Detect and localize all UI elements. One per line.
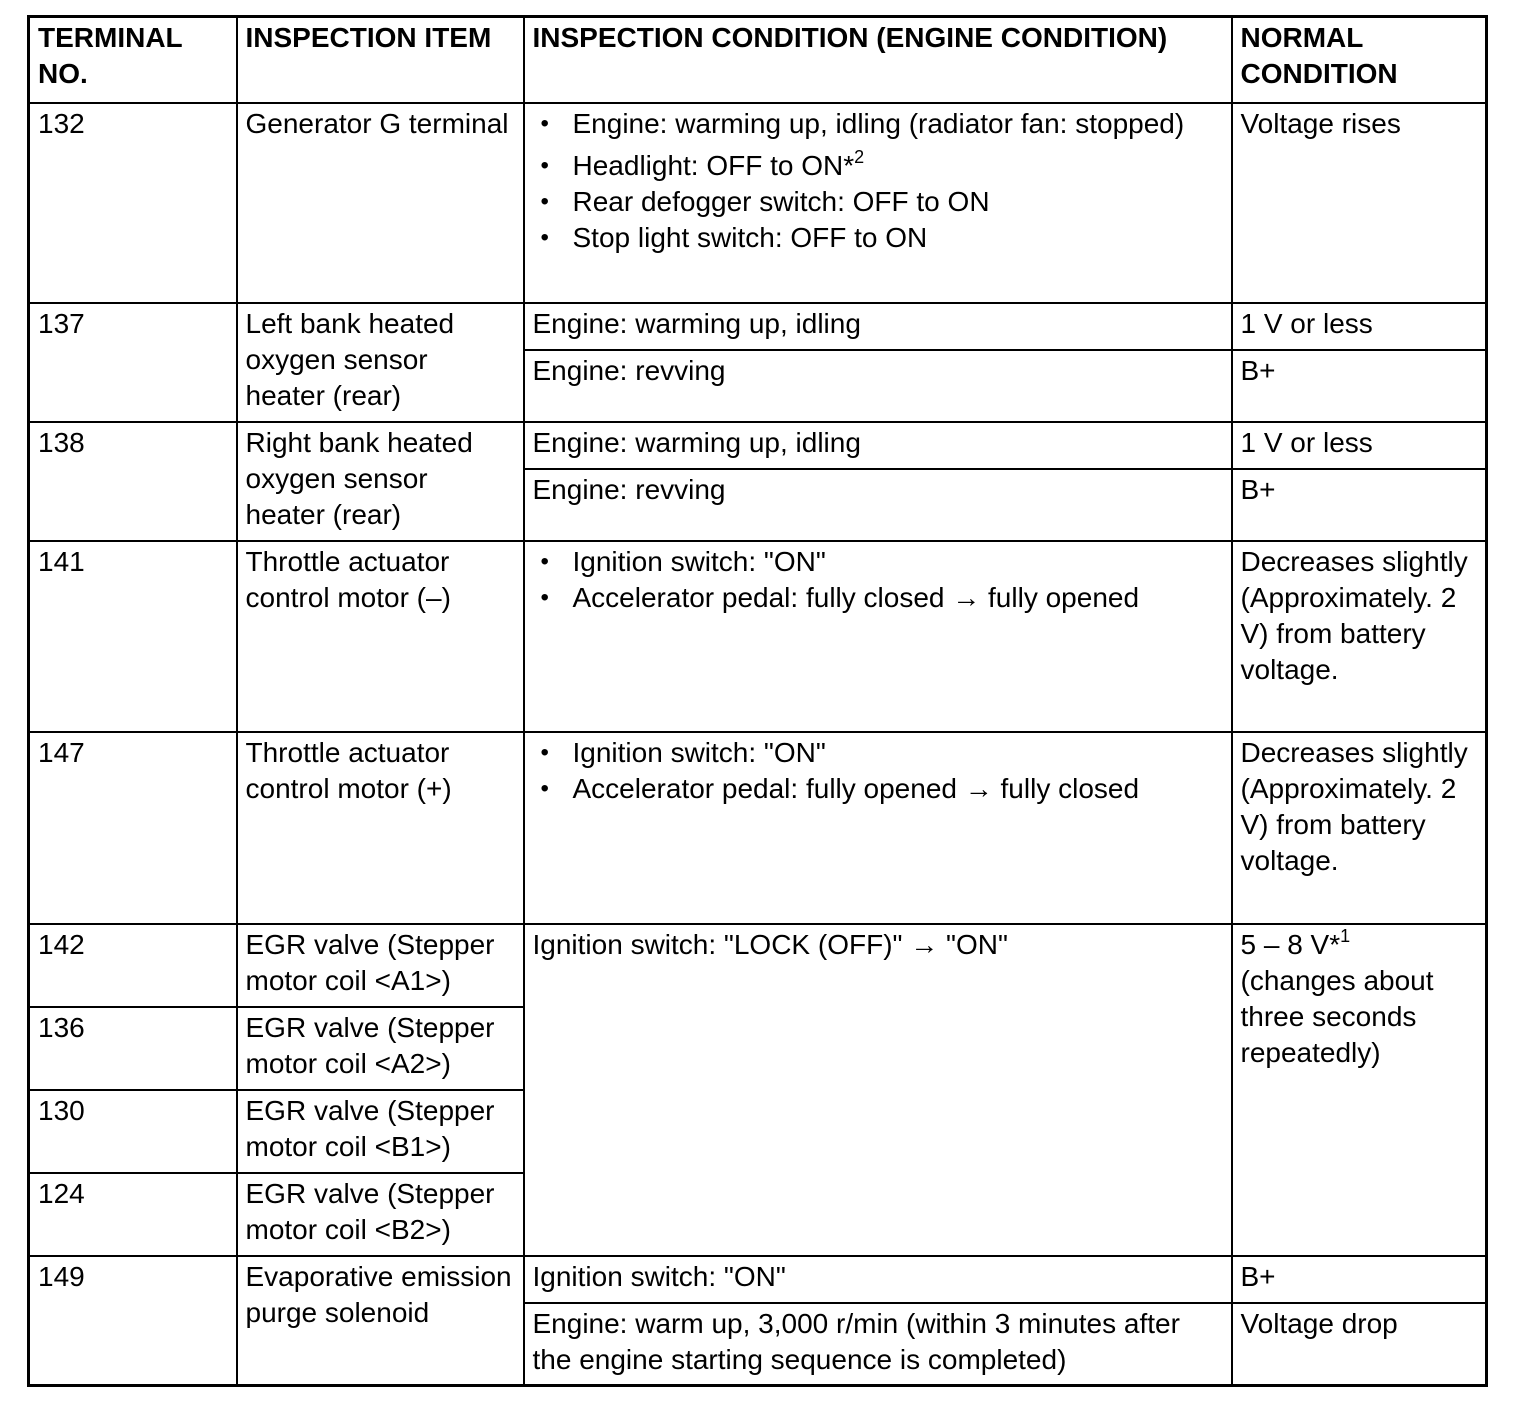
header-row bbox=[29, 17, 1487, 103]
table-row bbox=[29, 924, 1487, 1007]
normal-note: (changes about three seconds repeatedly) bbox=[1240, 964, 1434, 1068]
header-inspection-condition: INSPECTION CONDITION (ENGINE CONDITION) bbox=[524, 17, 1232, 103]
inspection-item: Left bank heated oxygen sensor heater (rear) bbox=[237, 303, 524, 422]
inspection-condition bbox=[524, 541, 1232, 732]
inspection-condition bbox=[524, 732, 1232, 924]
inspection-item: EGR valve (Stepper motor coil <A1>) bbox=[237, 924, 524, 1007]
header-normal-condition: NORMAL CONDITION bbox=[1232, 17, 1487, 103]
inspection-item: Right bank heated oxygen sensor heater (rear) bbox=[237, 422, 524, 541]
terminal-no: 142 bbox=[29, 924, 237, 1007]
condition-list bbox=[533, 544, 1223, 616]
table-row bbox=[29, 103, 1487, 303]
footnote-marker: 1 bbox=[1340, 925, 1351, 946]
normal-condition bbox=[1232, 924, 1487, 1256]
footnote-marker: 2 bbox=[854, 146, 865, 167]
inspection-item: Generator G terminal bbox=[237, 103, 524, 303]
terminal-no: 149 bbox=[29, 1256, 237, 1386]
inspection-item: Throttle actuator control motor (–) bbox=[237, 541, 524, 732]
normal-condition: 1 V or less bbox=[1232, 422, 1487, 469]
inspection-item: Throttle actuator control motor (+) bbox=[237, 732, 524, 924]
list-item: • Ignition switch: "ON" bbox=[541, 735, 1223, 771]
terminal-no: 138 bbox=[29, 422, 237, 541]
inspection-condition: Engine: warming up, idling bbox=[524, 422, 1232, 469]
condition-list bbox=[533, 735, 1223, 807]
inspection-condition: Engine: warm up, 3,000 r/min (within 3 minutes after the engine starting sequence is completed) bbox=[524, 1303, 1232, 1386]
terminal-no: 124 bbox=[29, 1173, 237, 1256]
list-item: • Ignition switch: "ON" bbox=[541, 544, 1223, 580]
terminal-no: 130 bbox=[29, 1090, 237, 1173]
terminal-no: 141 bbox=[29, 541, 237, 732]
normal-condition: B+ bbox=[1232, 469, 1487, 541]
list-item: • Stop light switch: OFF to ON bbox=[541, 220, 1223, 256]
normal-condition: Decreases slightly (Approximately. 2 V) from battery voltage. bbox=[1232, 541, 1487, 732]
header-terminal-no: TERMINAL NO. bbox=[29, 17, 237, 103]
table-row bbox=[29, 732, 1487, 924]
list-item: • Headlight: OFF to ON*$^2$ bbox=[541, 148, 1223, 184]
header-inspection-item: INSPECTION ITEM bbox=[237, 17, 524, 103]
inspection-condition: Engine: revving bbox=[524, 350, 1232, 422]
inspection-item: EGR valve (Stepper motor coil <B2>) bbox=[237, 1173, 524, 1256]
normal-condition: Voltage drop bbox=[1232, 1303, 1487, 1386]
list-item: • Accelerator pedal: fully opened → fully closed bbox=[541, 771, 1223, 807]
table-row bbox=[29, 303, 1487, 350]
terminal-no: 137 bbox=[29, 303, 237, 422]
inspection-condition: Ignition switch: "ON" bbox=[524, 1256, 1232, 1303]
inspection-item: EGR valve (Stepper motor coil <B1>) bbox=[237, 1090, 524, 1173]
list-item: • Accelerator pedal: fully closed → fully opened bbox=[541, 580, 1223, 616]
normal-condition: 1 V or less bbox=[1232, 303, 1487, 350]
table-row bbox=[29, 1256, 1487, 1303]
list-item: • Rear defogger switch: OFF to ON bbox=[541, 184, 1223, 220]
inspection-item: EGR valve (Stepper motor coil <A2>) bbox=[237, 1007, 524, 1090]
terminal-no: 136 bbox=[29, 1007, 237, 1090]
terminal-no: 132 bbox=[29, 103, 237, 303]
normal-value: 5 – 8 V* bbox=[1240, 928, 1341, 960]
inspection-condition bbox=[524, 103, 1232, 303]
inspection-table bbox=[27, 15, 1488, 1387]
inspection-condition: Ignition switch: "LOCK (OFF)" → "ON" bbox=[524, 924, 1232, 1256]
inspection-item: Evaporative emission purge solenoid bbox=[237, 1256, 524, 1386]
normal-condition: B+ bbox=[1232, 1256, 1487, 1303]
list-item: • Engine: warming up, idling (radiator fan: stopped) bbox=[541, 106, 1223, 142]
inspection-condition: Engine: revving bbox=[524, 469, 1232, 541]
terminal-no: 147 bbox=[29, 732, 237, 924]
inspection-condition: Engine: warming up, idling bbox=[524, 303, 1232, 350]
table-row bbox=[29, 422, 1487, 469]
normal-condition: B+ bbox=[1232, 350, 1487, 422]
normal-condition: Decreases slightly (Approximately. 2 V) from battery voltage. bbox=[1232, 732, 1487, 924]
table-row bbox=[29, 541, 1487, 732]
normal-condition: Voltage rises bbox=[1232, 103, 1487, 303]
condition-list bbox=[533, 106, 1223, 256]
